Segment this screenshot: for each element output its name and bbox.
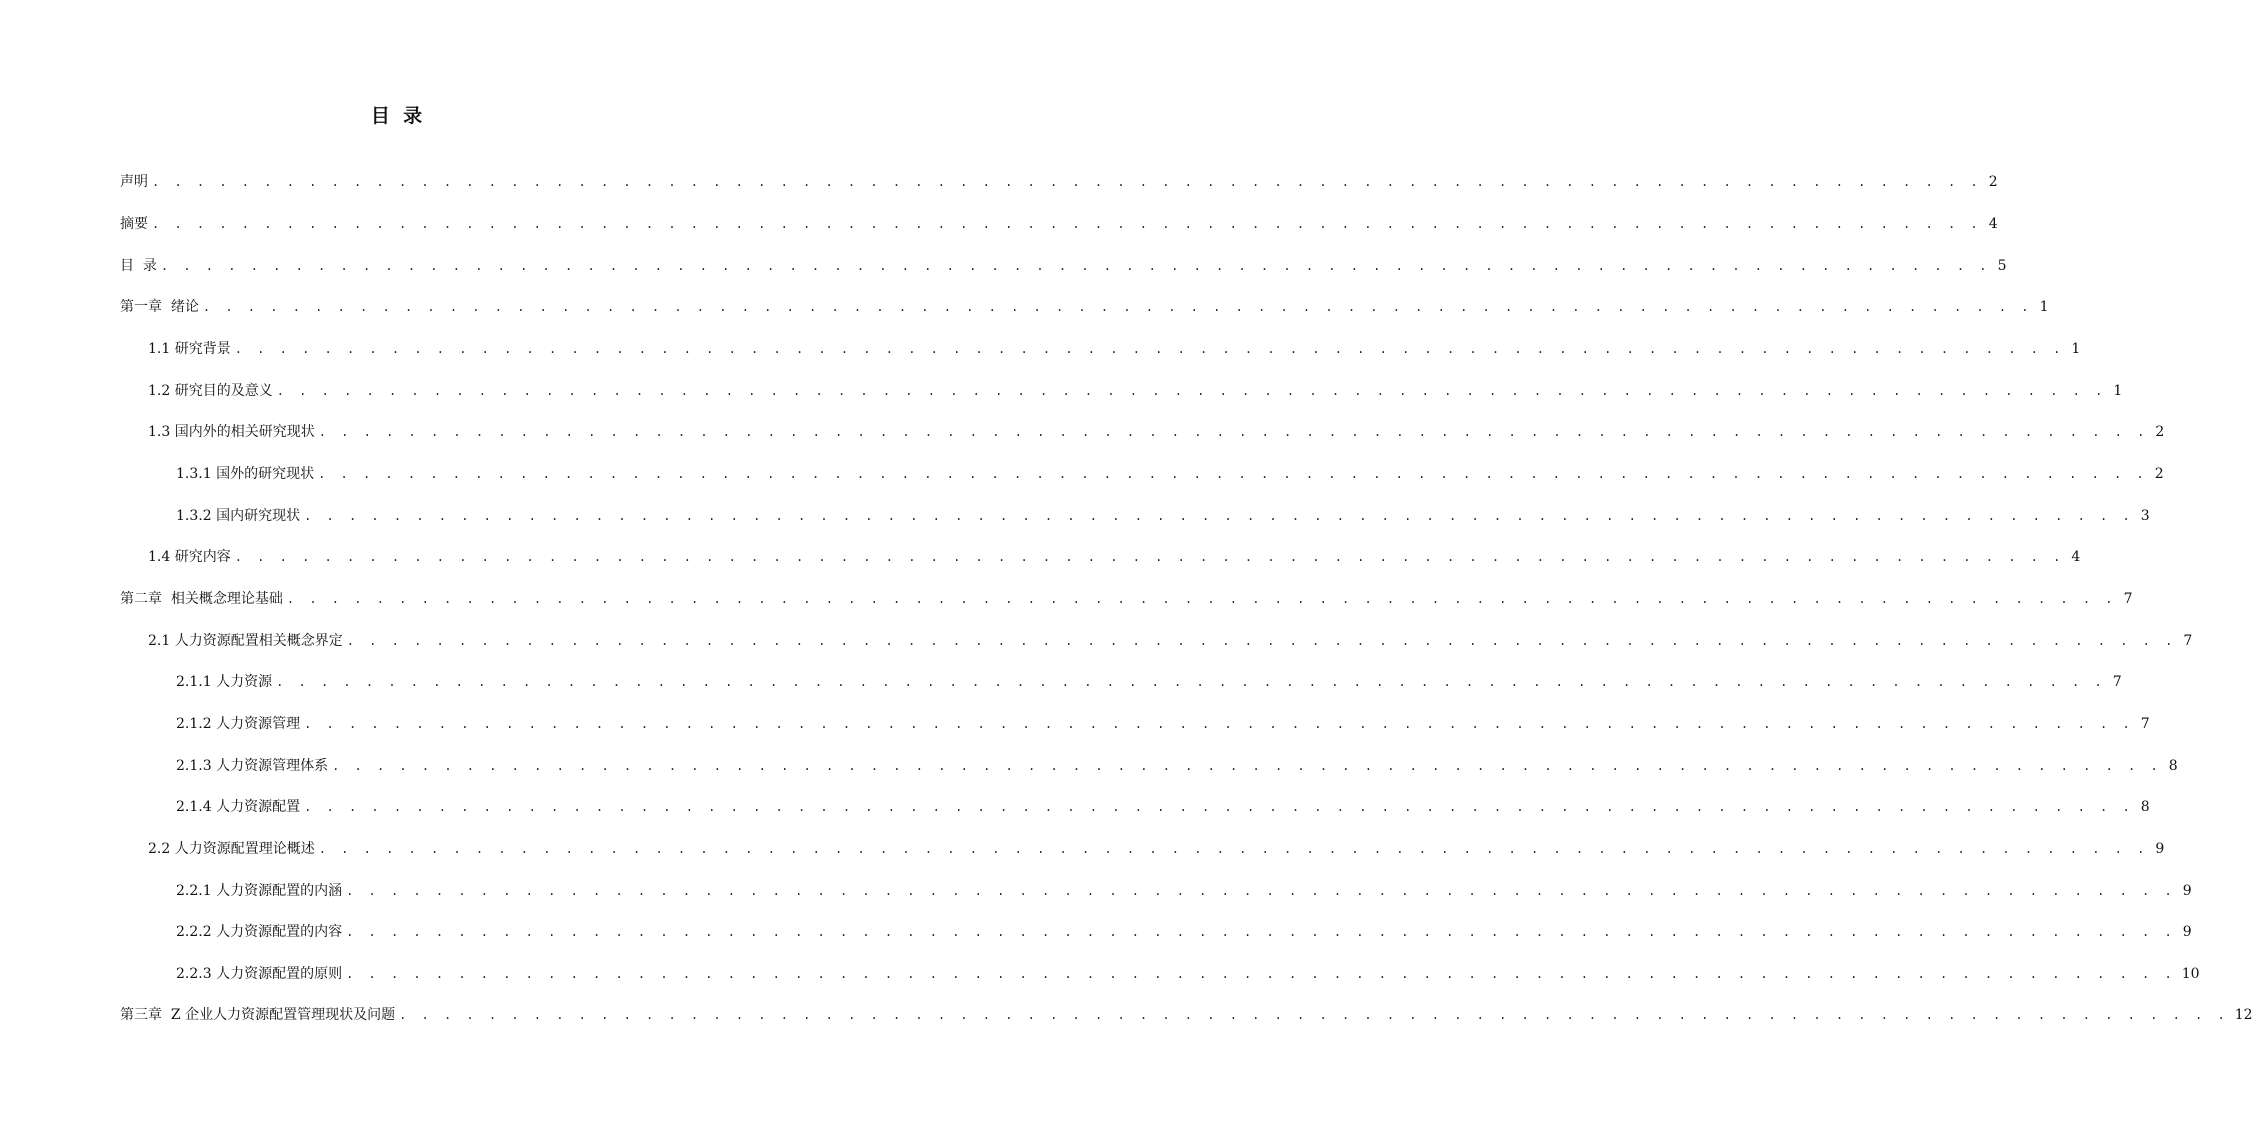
toc-page-number: 4 [2071, 549, 2081, 565]
dot-leader: . . . . . . . . . . . . . . . . . . . . . . . . . . . . . . . . . . . . . . . . . . . . . . . . . . . . . . . . . . . . . . . . . . . . . . . . . . . . . . . . . . [332, 759, 2162, 773]
dot-leader: . . . . . . . . . . . . . . . . . . . . . . . . . . . . . . . . . . . . . . . . . . . . . . . . . . . . . . . . . . . . . . . . . . . . . . . . . . . . . . . . . . [318, 842, 2149, 856]
toc-entry-1-3[interactable] [148, 420, 2165, 444]
dot-leader: . . . . . . . . . . . . . . . . . . . . . . . . . . . . . . . . . . . . . . . . . . . . . . . . . . . . . . . . . . . . . . . . . . . . . . . . . . . . . . . . . . [286, 592, 2117, 606]
toc-page-number: 2 [2155, 424, 2165, 440]
toc-entry-1-1[interactable] [148, 337, 2081, 361]
toc-page-number: 5 [1997, 258, 2007, 274]
toc-entry-text: 2.1.3 人力资源管理体系 [176, 758, 329, 774]
toc-entry-2-1-3[interactable] [176, 754, 2178, 778]
toc-entry-text: 声明 [120, 174, 148, 190]
toc-entry-chapter-2[interactable] [120, 587, 2133, 611]
toc-page-number: 8 [2168, 758, 2178, 774]
toc-page-number: 7 [2140, 716, 2150, 732]
toc-page-number: 2 [1988, 174, 1998, 190]
dot-leader: . . . . . . . . . . . . . . . . . . . . . . . . . . . . . . . . . . . . . . . . . . . . . . . . . . . . . . . . . . . . . . . . . . . . . . . . . . . . . . . . . . [276, 675, 2106, 689]
dot-leader: . . . . . . . . . . . . . . . . . . . . . . . . . . . . . . . . . . . . . . . . . . . . . . . . . . . . . . . . . . . . . . . . . . . . . . . . . . . . . . . . . . [304, 717, 2134, 731]
toc-entry-text: 第三章 Z 企业人力资源配置管理现状及问题 [120, 1007, 396, 1023]
toc-entry-2-1-1[interactable] [176, 670, 2122, 694]
toc-entry-text: 2.1.1 人力资源 [176, 674, 273, 690]
dot-leader: . . . . . . . . . . . . . . . . . . . . . . . . . . . . . . . . . . . . . . . . . . . . . . . . . . . . . . . . . . . . . . . . . . . . . . . . . . . . . . . . . . [202, 300, 2033, 314]
dot-leader: . . . . . . . . . . . . . . . . . . . . . . . . . . . . . . . . . . . . . . . . . . . . . . . . . . . . . . . . . . . . . . . . . . . . . . . . . . . . . . . . . . [276, 384, 2107, 398]
toc-entry-chapter-3[interactable] [120, 1003, 2253, 1027]
dot-leader: . . . . . . . . . . . . . . . . . . . . . . . . . . . . . . . . . . . . . . . . . . . . . . . . . . . . . . . . . . . . . . . . . . . . . . . . . . . . . . . . . . [318, 467, 2148, 481]
dot-leader: . . . . . . . . . . . . . . . . . . . . . . . . . . . . . . . . . . . . . . . . . . . . . . . . . . . . . . . . . . . . . . . . . . . . . . . . . . . . . . . . . . [346, 925, 2176, 939]
toc-entry-text: 2.1 人力资源配置相关概念界定 [148, 633, 343, 649]
toc-page-number: 7 [2112, 674, 2122, 690]
toc-page-number: 8 [2140, 799, 2150, 815]
toc-entry-text: 2.1.2 人力资源管理 [176, 716, 301, 732]
dot-leader: . . . . . . . . . . . . . . . . . . . . . . . . . . . . . . . . . . . . . . . . . . . . . . . . . . . . . . . . . . . . . . . . . . . . . . . . . . . . . . . . . . [346, 634, 2177, 648]
toc-entry-text: 1.3.1 国外的研究现状 [176, 466, 315, 482]
toc-page-number: 10 [2181, 966, 2200, 982]
toc-page-number: 1 [2113, 383, 2123, 399]
toc-entry-1-4[interactable] [148, 545, 2081, 569]
dot-leader: . . . . . . . . . . . . . . . . . . . . . . . . . . . . . . . . . . . . . . . . . . . . . . . . . . . . . . . . . . . . . . . . . . . . . . . . . . . . . . . . . . [304, 509, 2134, 523]
toc-entry-1-3-1[interactable] [176, 462, 2164, 486]
dot-leader: . . . . . . . . . . . . . . . . . . . . . . . . . . . . . . . . . . . . . . . . . . . . . . . . . . . . . . . . . . . . . . . . . . . . . . . . . . . . . . . . . . [234, 550, 2065, 564]
toc-entry-1-3-2[interactable] [176, 504, 2150, 528]
toc-entry-2-2[interactable] [148, 837, 2165, 861]
toc-entry-abstract[interactable] [120, 212, 1998, 236]
toc-page-number: 9 [2155, 841, 2165, 857]
toc-entry-text: 1.2 研究目的及意义 [148, 383, 273, 399]
dot-leader: . . . . . . . . . . . . . . . . . . . . . . . . . . . . . . . . . . . . . . . . . . . . . . . . . . . . . . . . . . . . . . . . . . . . . . . . . . . . . . . . . . [399, 1008, 2229, 1022]
toc-entry-2-2-3[interactable] [176, 962, 2200, 986]
toc-page-number: 12 [2234, 1007, 2253, 1023]
dot-leader: . . . . . . . . . . . . . . . . . . . . . . . . . . . . . . . . . . . . . . . . . . . . . . . . . . . . . . . . . . . . . . . . . . . . . . . . . . . . . . . . . . [152, 175, 1982, 189]
toc-entry-text: 2.2 人力资源配置理论概述 [148, 841, 315, 857]
toc-entry-text: 2.1.4 人力资源配置 [176, 799, 301, 815]
toc-page-number: 4 [1988, 216, 1998, 232]
toc-entry-text: 摘要 [120, 216, 148, 232]
toc-page-number: 9 [2182, 924, 2192, 940]
dot-leader: . . . . . . . . . . . . . . . . . . . . . . . . . . . . . . . . . . . . . . . . . . . . . . . . . . . . . . . . . . . . . . . . . . . . . . . . . . . . . . . . . . [304, 800, 2134, 814]
toc-entry-2-2-1[interactable] [176, 879, 2192, 903]
toc-entry-text: 1.1 研究背景 [148, 341, 231, 357]
dot-leader: . . . . . . . . . . . . . . . . . . . . . . . . . . . . . . . . . . . . . . . . . . . . . . . . . . . . . . . . . . . . . . . . . . . . . . . . . . . . . . . . . . [318, 425, 2149, 439]
dot-leader: . . . . . . . . . . . . . . . . . . . . . . . . . . . . . . . . . . . . . . . . . . . . . . . . . . . . . . . . . . . . . . . . . . . . . . . . . . . . . . . . . . [346, 884, 2176, 898]
toc-entry-text: 2.2.3 人力资源配置的原则 [176, 966, 343, 982]
dot-leader: . . . . . . . . . . . . . . . . . . . . . . . . . . . . . . . . . . . . . . . . . . . . . . . . . . . . . . . . . . . . . . . . . . . . . . . . . . . . . . . . . . [152, 217, 1982, 231]
toc-entry-text: 1.3 国内外的相关研究现状 [148, 424, 315, 440]
toc-entry-2-1-4[interactable] [176, 795, 2150, 819]
dot-leader: . . . . . . . . . . . . . . . . . . . . . . . . . . . . . . . . . . . . . . . . . . . . . . . . . . . . . . . . . . . . . . . . . . . . . . . . . . . . . . . . . . [234, 342, 2065, 356]
toc-page-number: 3 [2140, 508, 2150, 524]
toc-entry-text: 1.3.2 国内研究现状 [176, 508, 301, 524]
toc-entry-text: 1.4 研究内容 [148, 549, 231, 565]
toc-page-number: 2 [2154, 466, 2164, 482]
toc-page-number: 9 [2182, 883, 2192, 899]
toc-entry-1-2[interactable] [148, 379, 2123, 403]
toc-entry-2-1-2[interactable] [176, 712, 2150, 736]
dot-leader: . . . . . . . . . . . . . . . . . . . . . . . . . . . . . . . . . . . . . . . . . . . . . . . . . . . . . . . . . . . . . . . . . . . . . . . . . . . . . . . . . . [160, 259, 1991, 273]
toc-entry-2-1[interactable] [148, 629, 2193, 653]
toc-page-number: 7 [2183, 633, 2193, 649]
toc-page-number: 1 [2071, 341, 2081, 357]
toc-entry-text: 目 录 [120, 258, 157, 274]
toc-page-number: 7 [2123, 591, 2133, 607]
toc-entry-statement[interactable] [120, 170, 1998, 194]
page-title: 目 录 [370, 105, 423, 127]
toc-page-number: 1 [2039, 299, 2049, 315]
toc-entry-text: 2.2.2 人力资源配置的内容 [176, 924, 343, 940]
toc-entry-text: 第二章 相关概念理论基础 [120, 591, 283, 607]
toc-entry-contents[interactable] [120, 254, 2007, 278]
toc-entry-text: 2.2.1 人力资源配置的内涵 [176, 883, 343, 899]
dot-leader: . . . . . . . . . . . . . . . . . . . . . . . . . . . . . . . . . . . . . . . . . . . . . . . . . . . . . . . . . . . . . . . . . . . . . . . . . . . . . . . . . . [346, 967, 2176, 981]
toc-entry-text: 第一章 绪论 [120, 299, 199, 315]
toc-entry-2-2-2[interactable] [176, 920, 2192, 944]
toc-entry-chapter-1[interactable] [120, 295, 2049, 319]
